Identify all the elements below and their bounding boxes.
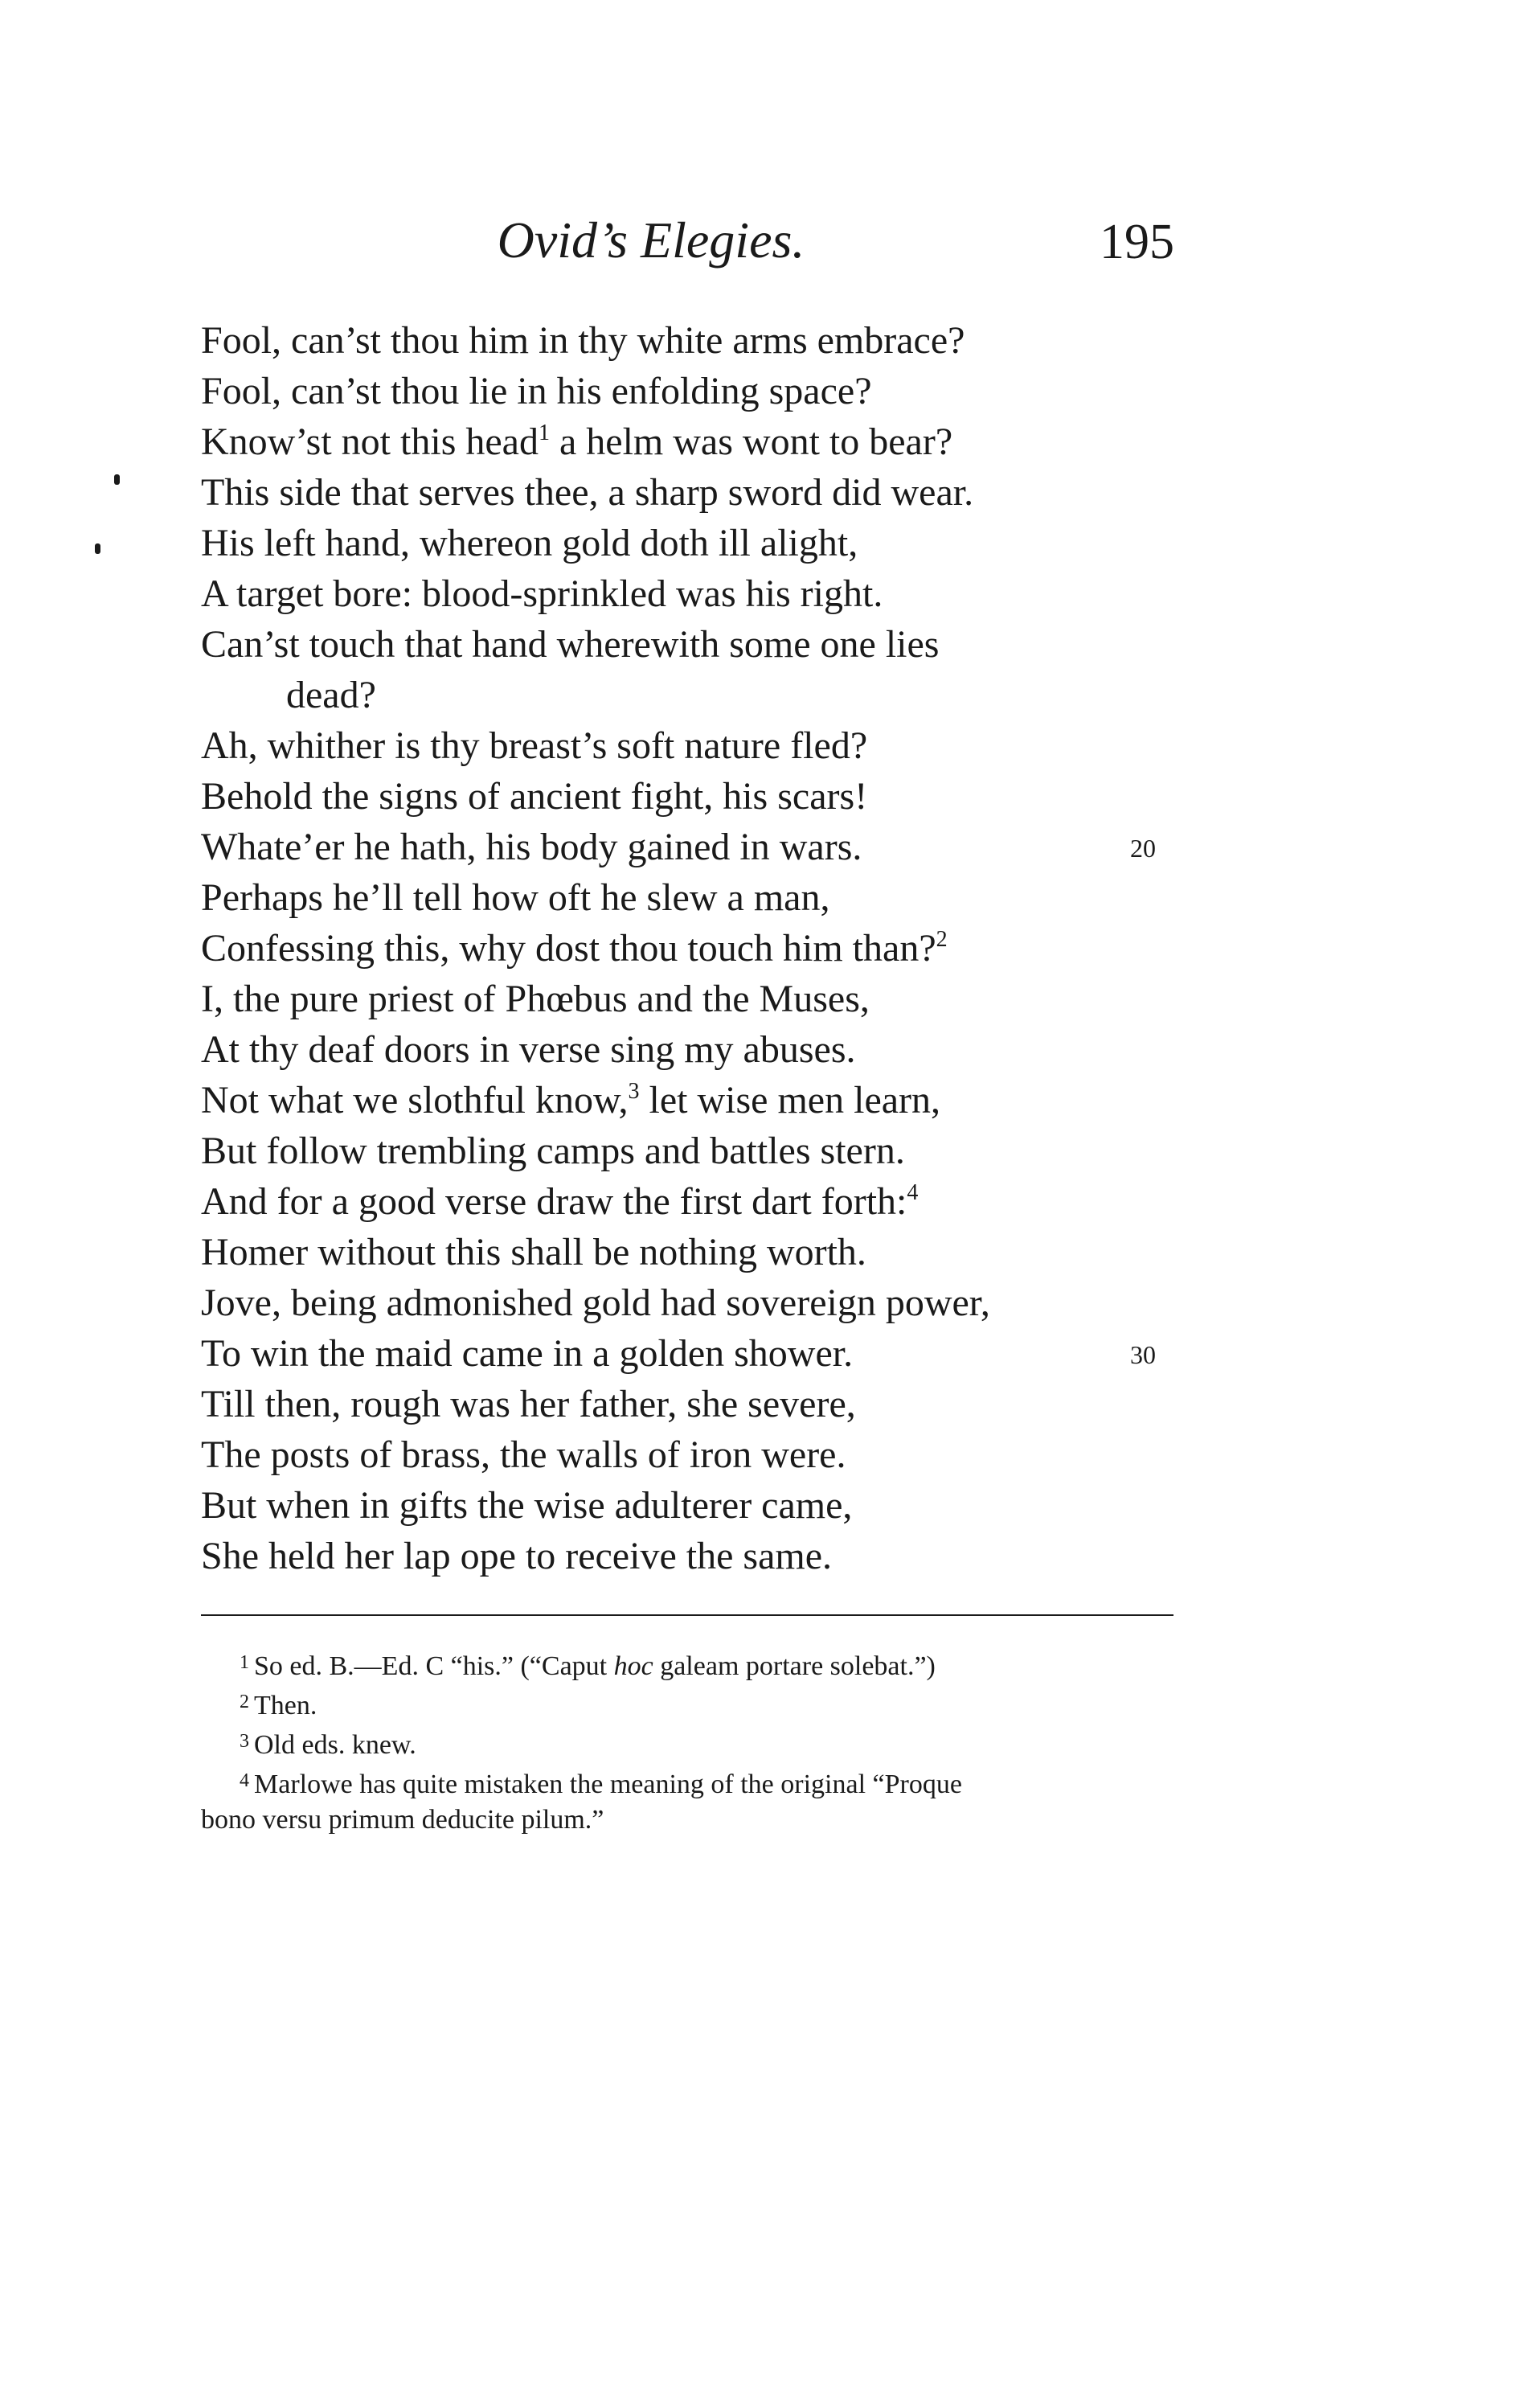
footnote-marker: 2 bbox=[240, 1692, 249, 1712]
poem-text bbox=[201, 315, 1246, 1581]
footnote-ref: 3 bbox=[628, 1079, 640, 1104]
verse-line-continuation: dead? bbox=[286, 674, 376, 716]
running-title: Ovid’s Elegies. bbox=[497, 211, 805, 269]
verse-line: Know’st not this head$^1$ a helm was wont to bear? bbox=[201, 420, 953, 463]
line-number: 20 bbox=[1130, 834, 1156, 863]
footnote-2: $^2$ Then. bbox=[240, 1691, 317, 1720]
verse-line: Can’st touch that hand wherewith some one lies bbox=[201, 623, 940, 666]
verse-line: Till then, rough was her father, she severe, bbox=[201, 1383, 856, 1425]
footnotes bbox=[201, 1645, 1190, 1838]
page-number: 195 bbox=[1100, 215, 1174, 269]
verse-line: She held her lap ope to receive the same. bbox=[201, 1535, 833, 1577]
verse-line: To win the maid came in a golden shower. 30 bbox=[201, 1328, 1246, 1379]
verse-line: Fool, can’st thou him in thy white arms embrace? bbox=[201, 319, 965, 362]
verse-line: And for a good verse draw the first dart forth:$^4$ bbox=[201, 1180, 919, 1223]
verse-line: Jove, being admonished gold had sovereign power, bbox=[201, 1282, 990, 1324]
footnote-ref: 4 bbox=[907, 1180, 919, 1205]
verse-line: I, the pure priest of Phœbus and the Muses, bbox=[201, 978, 870, 1020]
verse-line: At thy deaf doors in verse sing my abuses. bbox=[201, 1028, 856, 1071]
footnote-divider bbox=[201, 1614, 1173, 1616]
verse-line: Fool, can’st thou lie in his enfolding space? bbox=[201, 370, 872, 412]
verse-line: But follow trembling camps and battles stern. bbox=[201, 1130, 905, 1172]
verse-line: Homer without this shall be nothing worth. bbox=[201, 1231, 866, 1273]
verse-line: Whate’er he hath, his body gained in wars. 20 bbox=[201, 822, 1246, 872]
footnote-marker: 4 bbox=[240, 1770, 249, 1791]
footnote-ref: 1 bbox=[538, 420, 550, 445]
verse-line: Perhaps he’ll tell how oft he slew a man, bbox=[201, 876, 830, 919]
footnote-ref: 2 bbox=[936, 927, 948, 952]
verse-line: A target bore: blood-sprinkled was his right. bbox=[201, 572, 883, 615]
footnote-3: $^3$ Old eds. knew. bbox=[240, 1730, 416, 1760]
verse-line: His left hand, whereon gold doth ill alight, bbox=[201, 522, 858, 564]
verse-line: Not what we slothful know,$^3$ let wise men learn, bbox=[201, 1079, 941, 1122]
verse-line: Confessing this, why dost thou touch him than?$^2$ bbox=[201, 927, 948, 970]
footnote-1: $^1$ So ed. B.—Ed. C “his.” (“Caput hoc galeam portare solebat.”) bbox=[240, 1651, 936, 1681]
footnote-marker: 3 bbox=[240, 1731, 249, 1752]
line-number: 30 bbox=[1130, 1340, 1156, 1369]
verse-line: Ah, whither is thy breast’s soft nature fled? bbox=[201, 724, 868, 767]
verse-line: This side that serves thee, a sharp sword did wear. bbox=[201, 471, 974, 514]
footnote-4-continuation: bono versu primum deducite pilum.” bbox=[201, 1805, 604, 1835]
stray-ink-mark bbox=[95, 543, 100, 554]
verse-line: But when in gifts the wise adulterer came, bbox=[201, 1484, 853, 1527]
verse-line: The posts of brass, the walls of iron were. bbox=[201, 1433, 846, 1476]
verse-line: Behold the signs of ancient fight, his scars! bbox=[201, 775, 868, 818]
footnote-4: $^4$ Marlowe has quite mistaken the meaning of the original “Proque bbox=[240, 1770, 962, 1799]
stray-ink-mark bbox=[114, 474, 120, 485]
footnote-marker: 1 bbox=[240, 1652, 249, 1673]
